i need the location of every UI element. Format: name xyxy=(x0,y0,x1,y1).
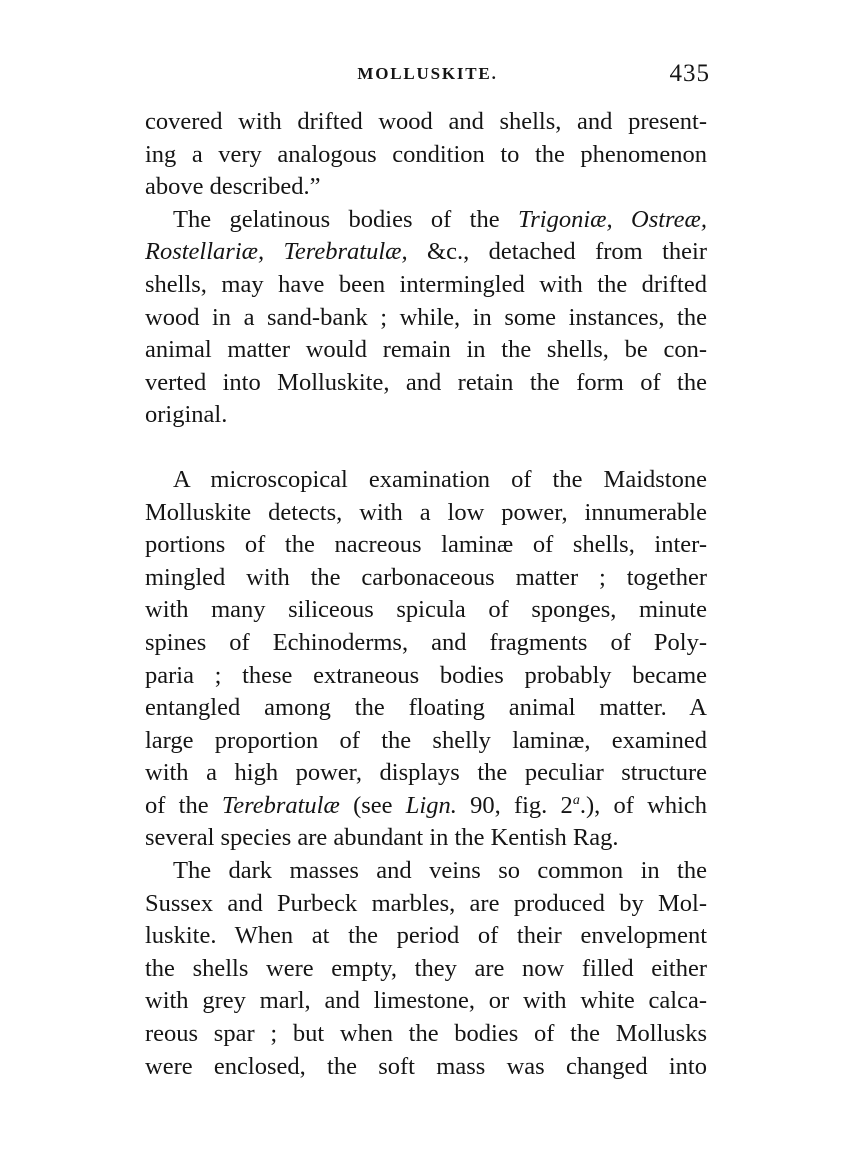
text-line: portions of the nacreous laminæ of shells, inter- xyxy=(145,531,707,559)
text-run: 90, fig. 2 xyxy=(456,791,573,819)
text-line: The dark masses and veins so common in the xyxy=(173,857,707,885)
text-line: paria ; these extraneous bodies probably became xyxy=(145,661,707,689)
text-line: covered with drifted wood and shells, and present- xyxy=(145,108,707,135)
text-line: Molluskite detects, with a low power, innumerable xyxy=(145,498,707,526)
text-line: animal matter would remain in the shells, be con- xyxy=(145,336,707,364)
text-line xyxy=(145,236,707,269)
text-line: reous spar ; but when the bodies of the Mollusks xyxy=(145,1020,707,1048)
page-number: 435 xyxy=(669,60,710,87)
text-run: (see xyxy=(339,791,406,819)
text-line: large proportion of the shelly laminæ, examined xyxy=(145,726,707,754)
text-line: with many siliceous spicula of sponges, minute xyxy=(145,596,707,624)
body-text xyxy=(145,106,707,1083)
text-line: entangled among the floating animal matter. A xyxy=(145,694,707,722)
text-run: &c., detached from their xyxy=(407,238,707,266)
running-title: MOLLUSKITE. xyxy=(357,64,498,83)
text-run: .), of which xyxy=(579,791,707,819)
paragraph-gap xyxy=(145,432,707,464)
italic-taxon: Terebratulæ xyxy=(221,791,340,819)
text-line: wood in a sand-bank ; while, in some instances, the xyxy=(145,303,707,331)
text-line: mingled with the carbonaceous matter ; together xyxy=(145,563,707,591)
text-line: were enclosed, the soft mass was changed into xyxy=(145,1052,707,1080)
italic-reference: Lign. xyxy=(405,791,457,819)
text-line xyxy=(145,790,707,823)
running-head xyxy=(145,60,710,90)
text-line: A microscopical examination of the Maidstone xyxy=(173,465,707,493)
italic-taxon: Rostellariæ, Terebratulæ, xyxy=(145,238,408,266)
text-line: above described.” xyxy=(145,173,321,201)
text-line: shells, may have been intermingled with the drifted xyxy=(145,270,707,298)
text-line: with a high power, displays the peculiar structure xyxy=(145,759,707,787)
italic-taxon: Trigoniæ, Ostreæ, xyxy=(517,205,707,233)
superscript: a xyxy=(572,792,580,808)
text-line: Sussex and Purbeck marbles, are produced by Mol- xyxy=(145,889,707,917)
text-line: verted into Molluskite, and retain the form of the xyxy=(145,368,707,396)
text-line: luskite. When at the period of their envelopment xyxy=(145,922,707,950)
text-line: spines of Echinoderms, and fragments of Poly- xyxy=(145,628,707,656)
text-line xyxy=(145,204,707,237)
text-run: The gelatinous bodies of the xyxy=(173,205,518,233)
text-line: with grey marl, and limestone, or with white calca- xyxy=(145,987,707,1015)
text-line: several species are abundant in the Kentish Rag. xyxy=(145,824,619,852)
text-line: original. xyxy=(145,401,228,429)
text-run: of the xyxy=(145,791,222,819)
text-line: ing a very analogous condition to the phenomenon xyxy=(145,140,707,168)
text-line: the shells were empty, they are now filled either xyxy=(145,954,707,982)
